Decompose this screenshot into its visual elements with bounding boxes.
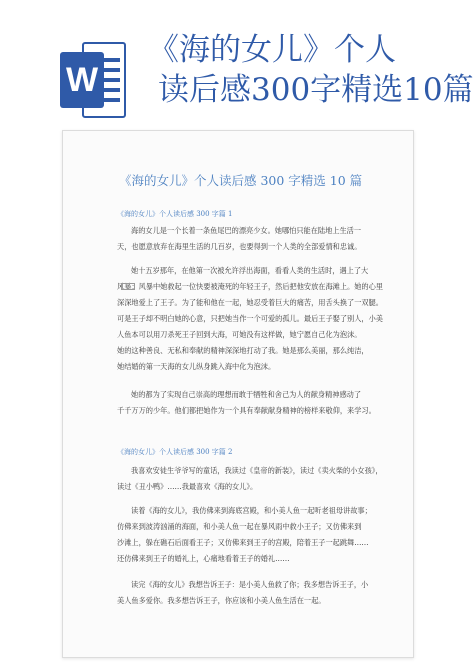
text-line: 还仿佛来到王子的婚礼上，心痛地看着王子的婚礼…… [117, 554, 290, 563]
text-line: 读过《丑小鸭》……我最喜欢《海的女儿》。 [117, 482, 258, 491]
text-line: 可是王子却不明白她的心意，只把她当作一个可爱的孤儿。最后王子娶了别人，小美 [117, 314, 383, 323]
text-line: 读完《海的女儿》我想告诉王子：是小美人鱼救了你；我多想告诉王子，小 [131, 580, 369, 589]
section-heading: 《海的女儿》个人读后感 300 字篇 2 [117, 448, 233, 456]
section-heading: 《海的女儿》个人读后感 300 字篇 1 [117, 210, 233, 218]
text-line: 深深地爱上了王子。为了能和他在一起，她忍受着巨大的痛苦，用舌头换了一双腿。 [117, 298, 383, 307]
text-line: 她十五岁那年，在他第一次被允许浮出海面，看看人类的生活时，遇上了大 [131, 266, 369, 275]
paragraph [117, 223, 397, 255]
paragraph [117, 503, 397, 567]
paragraph [117, 263, 397, 375]
text-line: 她结婚的第一天海的女儿纵身跳入海中化为泡沫。 [117, 362, 276, 371]
text-line: 千千万万的少年。他们都把她作为一个具有奉献献身精神的榜样来敬仰，来学习。 [117, 406, 376, 415]
text-line: 沙滩上，躲在礁石后面看王子；又仿佛来到王子的宫殿，陪着王子一起跳舞…… [117, 538, 369, 547]
document-title: 《海的女儿》个人读后感 300 字精选 10 篇 [119, 173, 363, 188]
text-line: 风暴：风暴中她救起一位快要被淹死的年轻王子，然后把他安放在海滩上。她的心里 [117, 282, 383, 291]
document-page [62, 130, 414, 658]
text-line: 仿佛来到波涛汹涌的海面，和小美人鱼一起在暴风雨中救小王子；又仿佛来到 [117, 522, 362, 531]
text-line: 她的这种善良、无私和奉献的精神深深地打动了我。她是那么美丽，那么纯洁， [117, 346, 369, 355]
text-line: 我喜欢安徒生爷爷写的童话，我读过《皇帝的新装》，读过《卖火柴的小女孩》， [131, 466, 383, 475]
text-line: 海的女儿是一个长着一条鱼尾巴的漂亮少女。她哪怕只能在陆地上生活一 [131, 226, 362, 235]
banner-title [148, 30, 474, 110]
banner-title-line1: 《海的女儿》个人 [148, 32, 396, 68]
paragraph [117, 463, 397, 495]
text-line: 读着《海的女儿》，我仿佛来到海底宫殿，和小美人鱼一起听老祖母讲故事； [131, 506, 372, 515]
text-line: 天，也愿意放弃在海里生活的几百岁，也要得到一个人类的全部爱情和忠诚。 [117, 242, 362, 251]
word-w-icon: W [60, 52, 104, 108]
placeholder-box [121, 283, 135, 290]
paragraph [117, 387, 397, 419]
text-line: 人鱼本可以用刀杀死王子回到大海，可她没有这样做，她宁愿自己化为泡沫。 [117, 330, 362, 339]
paragraph [117, 577, 397, 609]
banner-title-line2: 读后感300字精选10篇 [158, 72, 474, 108]
text-line: 她的都为了实现自己崇高的理想而敢于牺牲和舍己为人的献身精神感动了 [131, 390, 362, 399]
word-logo [60, 36, 128, 124]
text-line: 美人鱼多爱你。我多想告诉王子，你应该和小美人鱼生活在一起。 [117, 596, 326, 605]
